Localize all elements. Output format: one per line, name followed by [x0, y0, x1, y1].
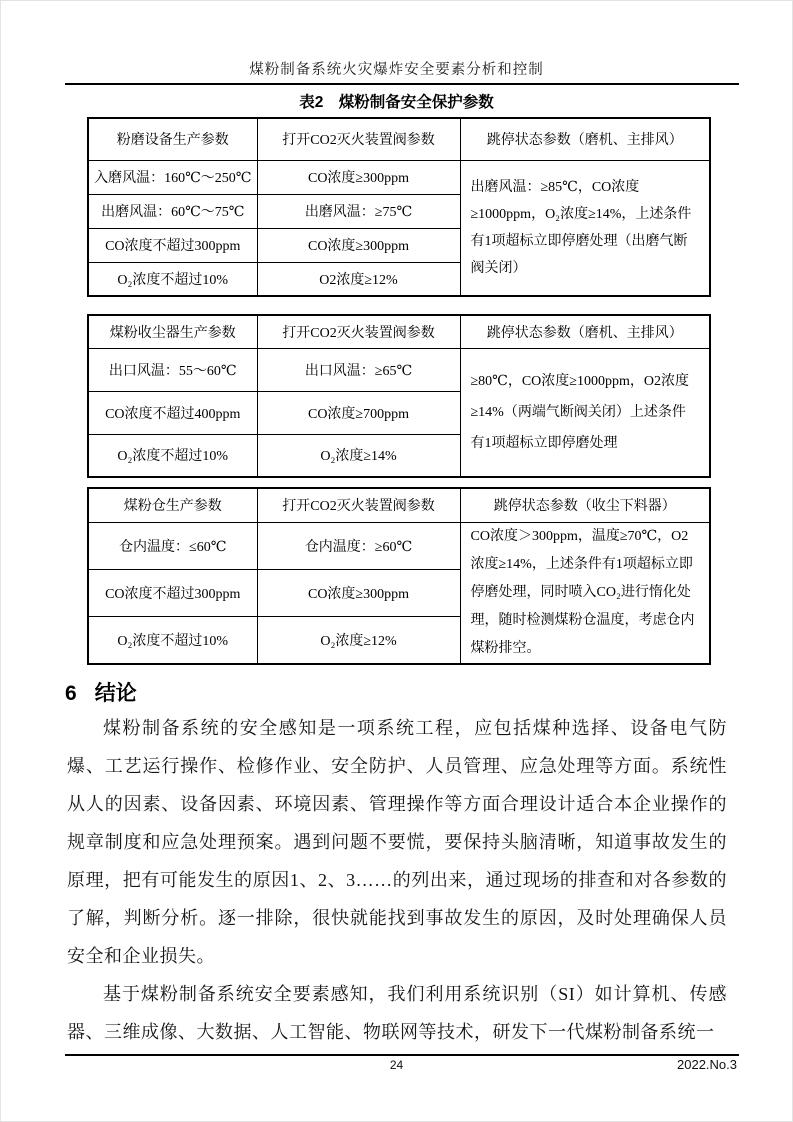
production-cell: O₂浓度不超过10%: [88, 434, 257, 477]
production-cell: CO浓度不超过300ppm: [88, 228, 257, 262]
table-header-row: [88, 488, 710, 522]
production-cell: CO浓度不超过400ppm: [88, 391, 257, 434]
co2-valve-cell: 仓内温度：≥60℃: [257, 522, 460, 569]
production-cell: 入磨风温：160℃～250℃: [88, 160, 257, 194]
header-co2-valve-params: 打开CO2灭火装置阀参数: [257, 315, 460, 348]
header-rule: [65, 83, 739, 85]
co2-valve-cell: CO浓度≥700ppm: [257, 391, 460, 434]
header-trip-params: 跳停状态参数（磨机、主排风）: [460, 118, 710, 160]
co2-valve-cell: CO浓度≥300ppm: [257, 228, 460, 262]
footer-issue-number: 2022.No.3: [677, 1057, 737, 1072]
table-row: [88, 348, 710, 391]
conclusion-body: [67, 709, 727, 1051]
conclusion-heading-label: 结论: [94, 682, 137, 705]
table-dust-collector-parameters: [87, 314, 711, 478]
table-mill-parameters: [87, 117, 711, 297]
trip-condition-cell: CO浓度＞300ppm，温度≥70℃，O2浓度≥14%，上述条件有1项超标立即停磨处理，同时喷入CO₂进行惰化处理，随时检测煤粉仓温度，考虑仓内煤粉排空。: [460, 522, 710, 664]
production-cell: 出口风温：55～60℃: [88, 348, 257, 391]
header-co2-valve-params: 打开CO2灭火装置阀参数: [257, 488, 460, 522]
footer-page-number: 24: [389, 1058, 404, 1072]
co2-valve-cell: O₂浓度≥14%: [257, 434, 460, 477]
production-cell: O₂浓度不超过10%: [88, 616, 257, 663]
co2-valve-cell: 出磨风温：≥75℃: [257, 194, 460, 228]
trip-condition-cell: 出磨风温：≥85℃，CO浓度≥1000ppm，O₂浓度≥14%，上述条件有1项超标立即停磨处理（出磨气断阀关闭）: [460, 160, 710, 296]
conclusion-heading: [65, 677, 137, 707]
co2-valve-cell: 出口风温：≥65℃: [257, 348, 460, 391]
conclusion-paragraph-1: 煤粉制备系统的安全感知是一项系统工程，应包括煤种选择、设备电气防爆、工艺运行操作、检修作业、安全防护、人员管理、应急处理等方面。系统性从人的因素、设备因素、环境因素、管理操作等方面合理设计适合本企业操作的规章制度和应急处理预案。遇到问题不要慌，要保持头脑清晰，知道事故发生的原理，把有可能发生的原因1、2、3……的列出来，通过现场的排查和对各参数的了解，判断分析。逐一排除，很快就能找到事故发生的原因，及时处理确保人员安全和企业损失。: [67, 718, 727, 966]
header-trip-params: 跳停状态参数（磨机、主排风）: [460, 315, 710, 348]
table-caption: 表2 煤粉制备安全保护参数: [299, 94, 494, 111]
trip-condition-cell: ≥80℃，CO浓度≥1000ppm，O2浓度≥14%（两端气断阀关闭）上述条件有1项超标立即停磨处理: [460, 348, 710, 477]
table-row: [88, 522, 710, 569]
production-cell: O₂浓度不超过10%: [88, 262, 257, 296]
footer-rule: [65, 1054, 739, 1056]
co2-valve-cell: O₂浓度≥12%: [257, 616, 460, 663]
co2-valve-cell: CO浓度≥300ppm: [257, 569, 460, 616]
table-row: [88, 160, 710, 194]
co2-valve-cell: O2浓度≥12%: [257, 262, 460, 296]
header-production-params: 粉磨设备生产参数: [88, 118, 257, 160]
header-trip-params: 跳停状态参数（收尘下料器）: [460, 488, 710, 522]
table-header-row: [88, 315, 710, 348]
production-cell: CO浓度不超过300ppm: [88, 569, 257, 616]
conclusion-paragraph-2: 基于煤粉制备系统安全要素感知，我们利用系统识别（SI）如计算机、传感器、三维成像、大数据、人工智能、物联网等技术，研发下一代煤粉制备系统一: [67, 984, 727, 1042]
table-header-row: [88, 118, 710, 160]
table-coal-bin-parameters: [87, 487, 711, 665]
running-head-title: 煤粉制备系统火灾爆炸安全要素分析和控制: [249, 62, 544, 78]
co2-valve-cell: CO浓度≥300ppm: [257, 160, 460, 194]
header-production-params: 煤粉收尘器生产参数: [88, 315, 257, 348]
conclusion-heading-number: 6: [65, 682, 77, 705]
header-production-params: 煤粉仓生产参数: [88, 488, 257, 522]
production-cell: 仓内温度：≤60℃: [88, 522, 257, 569]
header-co2-valve-params: 打开CO2灭火装置阀参数: [257, 118, 460, 160]
production-cell: 出磨风温：60℃～75℃: [88, 194, 257, 228]
